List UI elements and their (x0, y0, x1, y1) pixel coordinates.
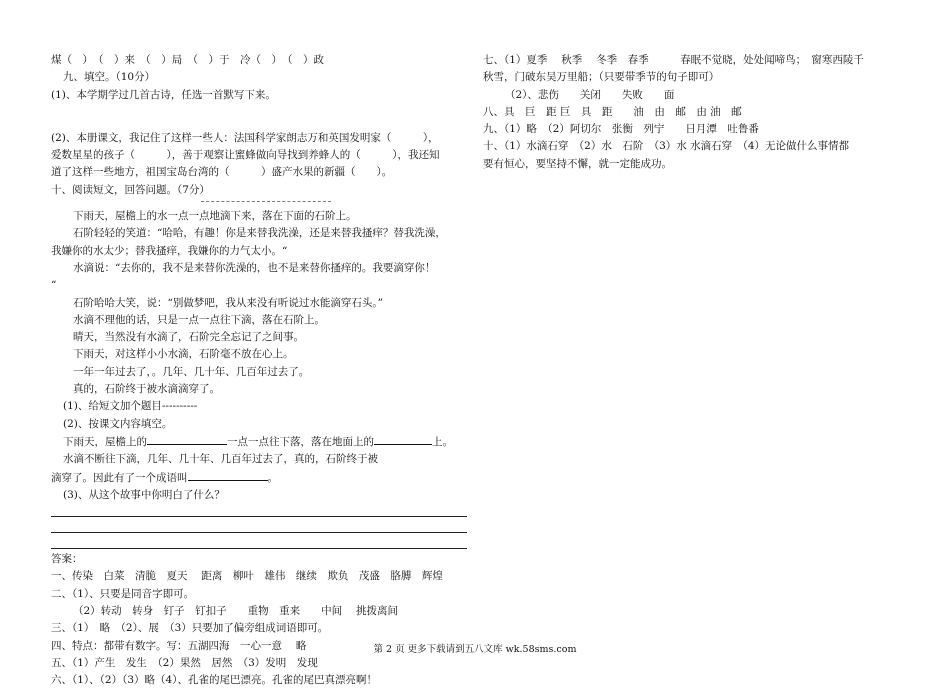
answer-line-text: 四、特点：都带有数字。写：五湖四海 一心一意 略 (51, 639, 307, 652)
answer-blank (147, 433, 227, 445)
answer-line-text: 二、（1）、只要是同音字即可。 (51, 587, 195, 600)
story-paragraph: 真的，石阶终于被水滴滴穿了。 (73, 383, 220, 396)
answer-blank (374, 433, 432, 445)
story-paragraph: 我嫌你的水太少；替我搔痒，我嫌你的力气太小。“ (51, 244, 288, 257)
text-line: 道了这样一些地方，祖国宝岛台湾的（ ）盛产水果的新疆（ ）。 (51, 166, 393, 179)
question-10-1: (1)、给短文加个题目---------- (63, 400, 198, 413)
page-footer: 第 2 页 更多下载请到五八文库 wk.58sms.com (373, 644, 577, 655)
left-column (51, 52, 467, 690)
story-paragraph: 水滴不理他的话，只是一点一点往下滴，落在石阶上。 (73, 313, 325, 326)
question-10-2: (2)、按课文内容填空。 (63, 417, 173, 430)
section-heading-9: 九、填空。（10分） (63, 71, 156, 84)
question-10-3: (3)、从这个故事中你明白了什么？ (63, 488, 225, 501)
answer-line-text: 六、（1）、（2）（3）略（4）、孔雀的尾巴漂亮。孔雀的尾巴真漂亮啊！ (51, 674, 377, 687)
answer-line-text: 七、（1）夏季 秋季 冬季 春季 春眠不觉晓，处处闻啼鸟； 窗寒西陵千 (483, 54, 864, 66)
answer-line-text: 三、（1） 略 （2）、展 （3）只要加了偏旁组成词语即可。 (51, 622, 329, 635)
answer-line-text: 十、（1）水滴石穿 （2）水 石阶 （3）水 水滴石穿 （4）无论做什么事情都 (483, 140, 850, 153)
answer-line-text: （2）转动 转身 钉子 钉扣子 重物 重来 中间 挑拨离间 (73, 605, 399, 618)
answer-line-text: 秋雪，门破东吴万里船；（只要带季节的句子即可） (483, 71, 720, 84)
answer-line-text: （2）、悲伤 关闭 失败 面 (505, 88, 675, 101)
story-paragraph: 石阶轻轻的笑道：“哈哈，有趣！你是来替我洗澡，还是来替我搔痒？替我洗澡， (73, 227, 446, 240)
story-paragraph: “ (51, 279, 57, 292)
question-9-2: (2)、本册课文，我记住了这样一些人：法国科学家朗志万和英国发明家（ ）， (51, 131, 439, 144)
question-9-1: (1)、本学期学过几首古诗，任选一首默写下来。 (51, 88, 276, 101)
fill-in-line: 水滴不断往下滴，几年、几十年、几百年过去了，真的，石阶终于被 (63, 453, 378, 466)
answer-key-title: 答案： (51, 553, 83, 566)
blank-space (51, 104, 467, 130)
section-heading-10: 十、阅读短文，回答问题。（7分） (51, 183, 210, 196)
answer-blank (188, 469, 268, 481)
story-paragraph: 晴天，当然没有水滴了，石阶完全忘记了之间事。 (73, 331, 304, 344)
title-separator (201, 201, 331, 202)
story-paragraph: 石阶哈哈大笑，说：“别做梦吧，我从来没有听说过水能滴穿石头。” (73, 296, 383, 309)
answer-line-text: 一、传染 白菜 清脆 夏天 距离 柳叶 雄伟 继续 欺负 茂盛 胳膊 辉煌 (51, 570, 443, 583)
answer-line-text: 五、（1）产生 发生 （2）果然 居然 （3）发明 发现 (51, 656, 318, 669)
right-column (483, 52, 901, 173)
story-paragraph: 水滴说：“去你的，我不是来替你洗澡的，也不是来替你搔痒的。我要滴穿你！ (73, 261, 436, 274)
fill-in-line: 滴穿了。因此有了一个成语叫 。 (51, 469, 467, 487)
text-line: 煤（ ） （ ）来 （ ）局 （ ）于 冷（ ） （ ）政 (51, 54, 324, 66)
answer-line-text: 九、（1）略 （2）阿切尔 张衡 列宁 日月潭 吐鲁番 (483, 123, 759, 136)
text-line: 爱数星星的孩子（ ），善于观察让蜜蜂做向导找到养蜂人的（ ），我还知 (51, 149, 440, 162)
story-paragraph: 下雨天，对这样小小水滴，石阶毫不放在心上。 (73, 348, 294, 361)
answer-line-text: 要有恒心，要坚持不懈，就一定能成功。 (483, 157, 672, 170)
story-paragraph: 下雨天，屋檐上的水一点一点地滴下来，落在下面的石阶上。 (73, 210, 357, 223)
answer-line-text: 八、具 巨 距 巨 具 距 油 由 邮 由 油 邮 (483, 105, 742, 118)
fill-in-line: 下雨天，屋檐上的 一点一点往下落，落在地面上的 上。 (51, 433, 467, 451)
story-paragraph: 一年一年过去了，。几年、几十年、几百年过去了。 (73, 365, 310, 378)
